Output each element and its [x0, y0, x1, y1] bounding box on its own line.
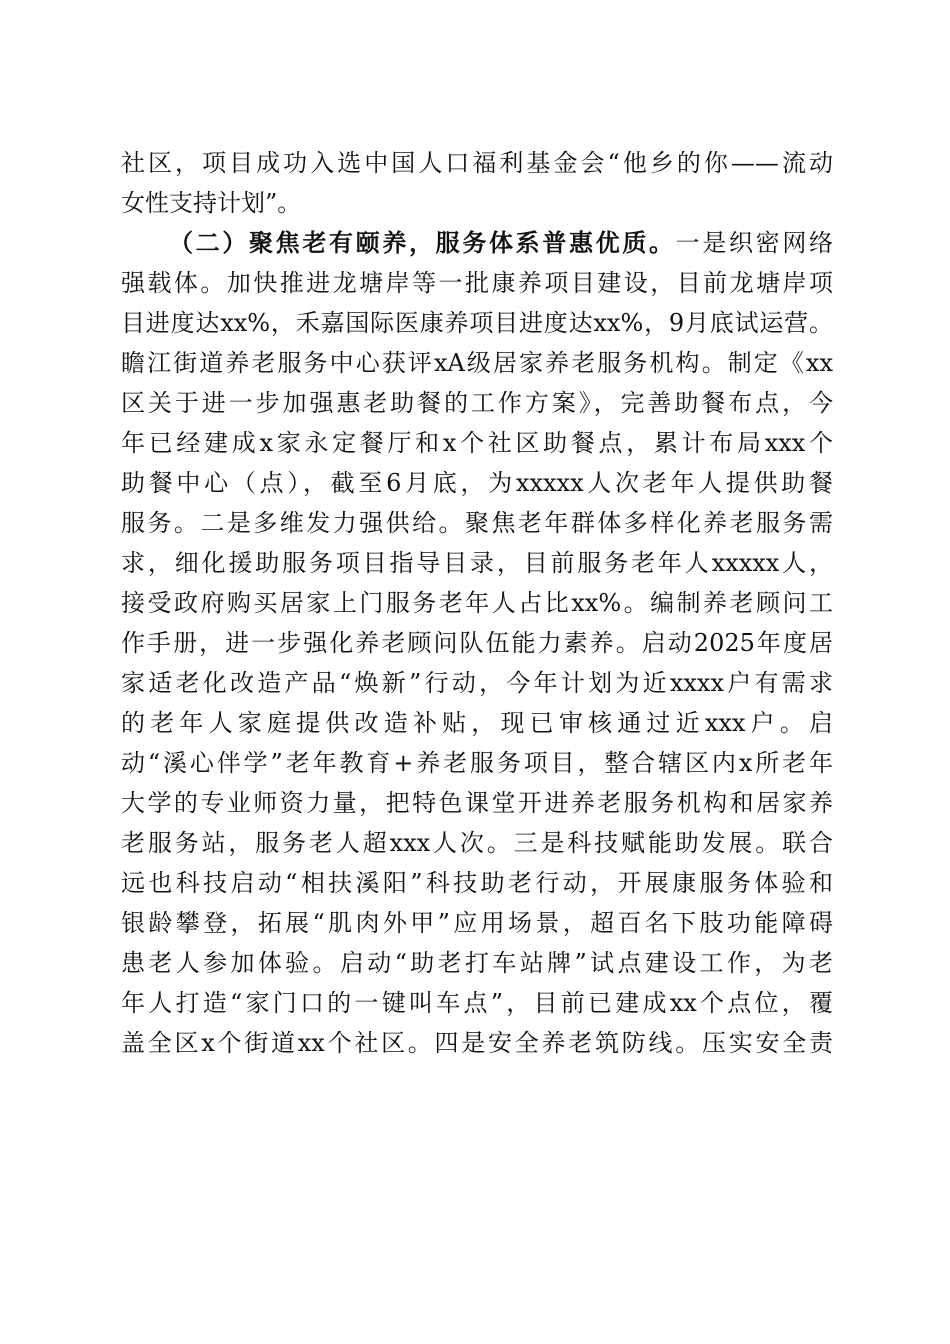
section-heading: （二）聚焦老有颐养，服务体系普惠优质。 — [169, 228, 676, 257]
text-line: 强载体。加快推进龙塘岸等一批康养项目建设，目前龙塘岸项 — [121, 269, 833, 297]
text-line: 患老人参加体验。启动“助老打车站牌”试点建设工作，为老 — [121, 949, 833, 977]
text-line: 动“溪心伴学”老年教育+养老服务项目，整合辖区内x所老年 — [121, 749, 833, 777]
text-line: 作手册，进一步强化养老顾问队伍能力素养。启动2025年度居 — [121, 629, 833, 657]
text-line: 女性支持计划”。 — [121, 189, 302, 217]
text-line: 瞻江街道养老服务中心获评xA级居家养老服务机构。制定《xx — [121, 349, 833, 377]
text-line: 助餐中心（点），截至6月底，为xxxxx人次老年人提供助餐 — [121, 469, 833, 497]
text-line: 盖全区x个街道xx个社区。四是安全养老筑防线。压实安全责 — [121, 1029, 833, 1057]
text-line: 大学的专业师资力量，把特色课堂开进养老服务机构和居家养 — [121, 789, 833, 817]
text-line: 年已经建成x家永定餐厅和x个社区助餐点，累计布局xxx个 — [121, 429, 833, 457]
text-line: 银龄攀登，拓展“肌肉外甲”应用场景，超百名下肢功能障碍 — [121, 909, 833, 937]
text-line: 年人打造“家门口的一键叫车点”，目前已建成xx个点位，覆 — [121, 989, 833, 1017]
text-line: 目进度达xx%，禾嘉国际医康养项目进度达xx%，9月底试运营。 — [121, 309, 833, 337]
text-line: 服务。二是多维发力强供给。聚焦老年群体多样化养老服务需 — [121, 509, 833, 537]
text-line: 社区，项目成功入选中国人口福利基金会“他乡的你——流动 — [121, 149, 833, 177]
text-segment: 一是织密网络 — [675, 229, 834, 257]
text-line: 的老年人家庭提供改造补贴，现已审核通过近xxx户。启 — [121, 709, 833, 737]
body-text — [121, 143, 833, 1063]
text-line: 老服务站，服务老人超xxx人次。三是科技赋能助发展。联合 — [121, 829, 833, 857]
text-line: 区关于进一步加强惠老助餐的工作方案》，完善助餐布点，今 — [121, 389, 833, 417]
text-line: 家适老化改造产品“焕新”行动，今年计划为近xxxx户有需求 — [121, 669, 833, 697]
text-line: 接受政府购买居家上门服务老年人占比xx%。编制养老顾问工 — [121, 589, 833, 617]
text-line: 远也科技启动“相扶溪阳”科技助老行动，开展康服务体验和 — [121, 869, 833, 897]
text-line: 求，细化援助服务项目指导目录，目前服务老年人xxxxx人， — [121, 549, 833, 577]
section-heading-line — [121, 223, 833, 263]
